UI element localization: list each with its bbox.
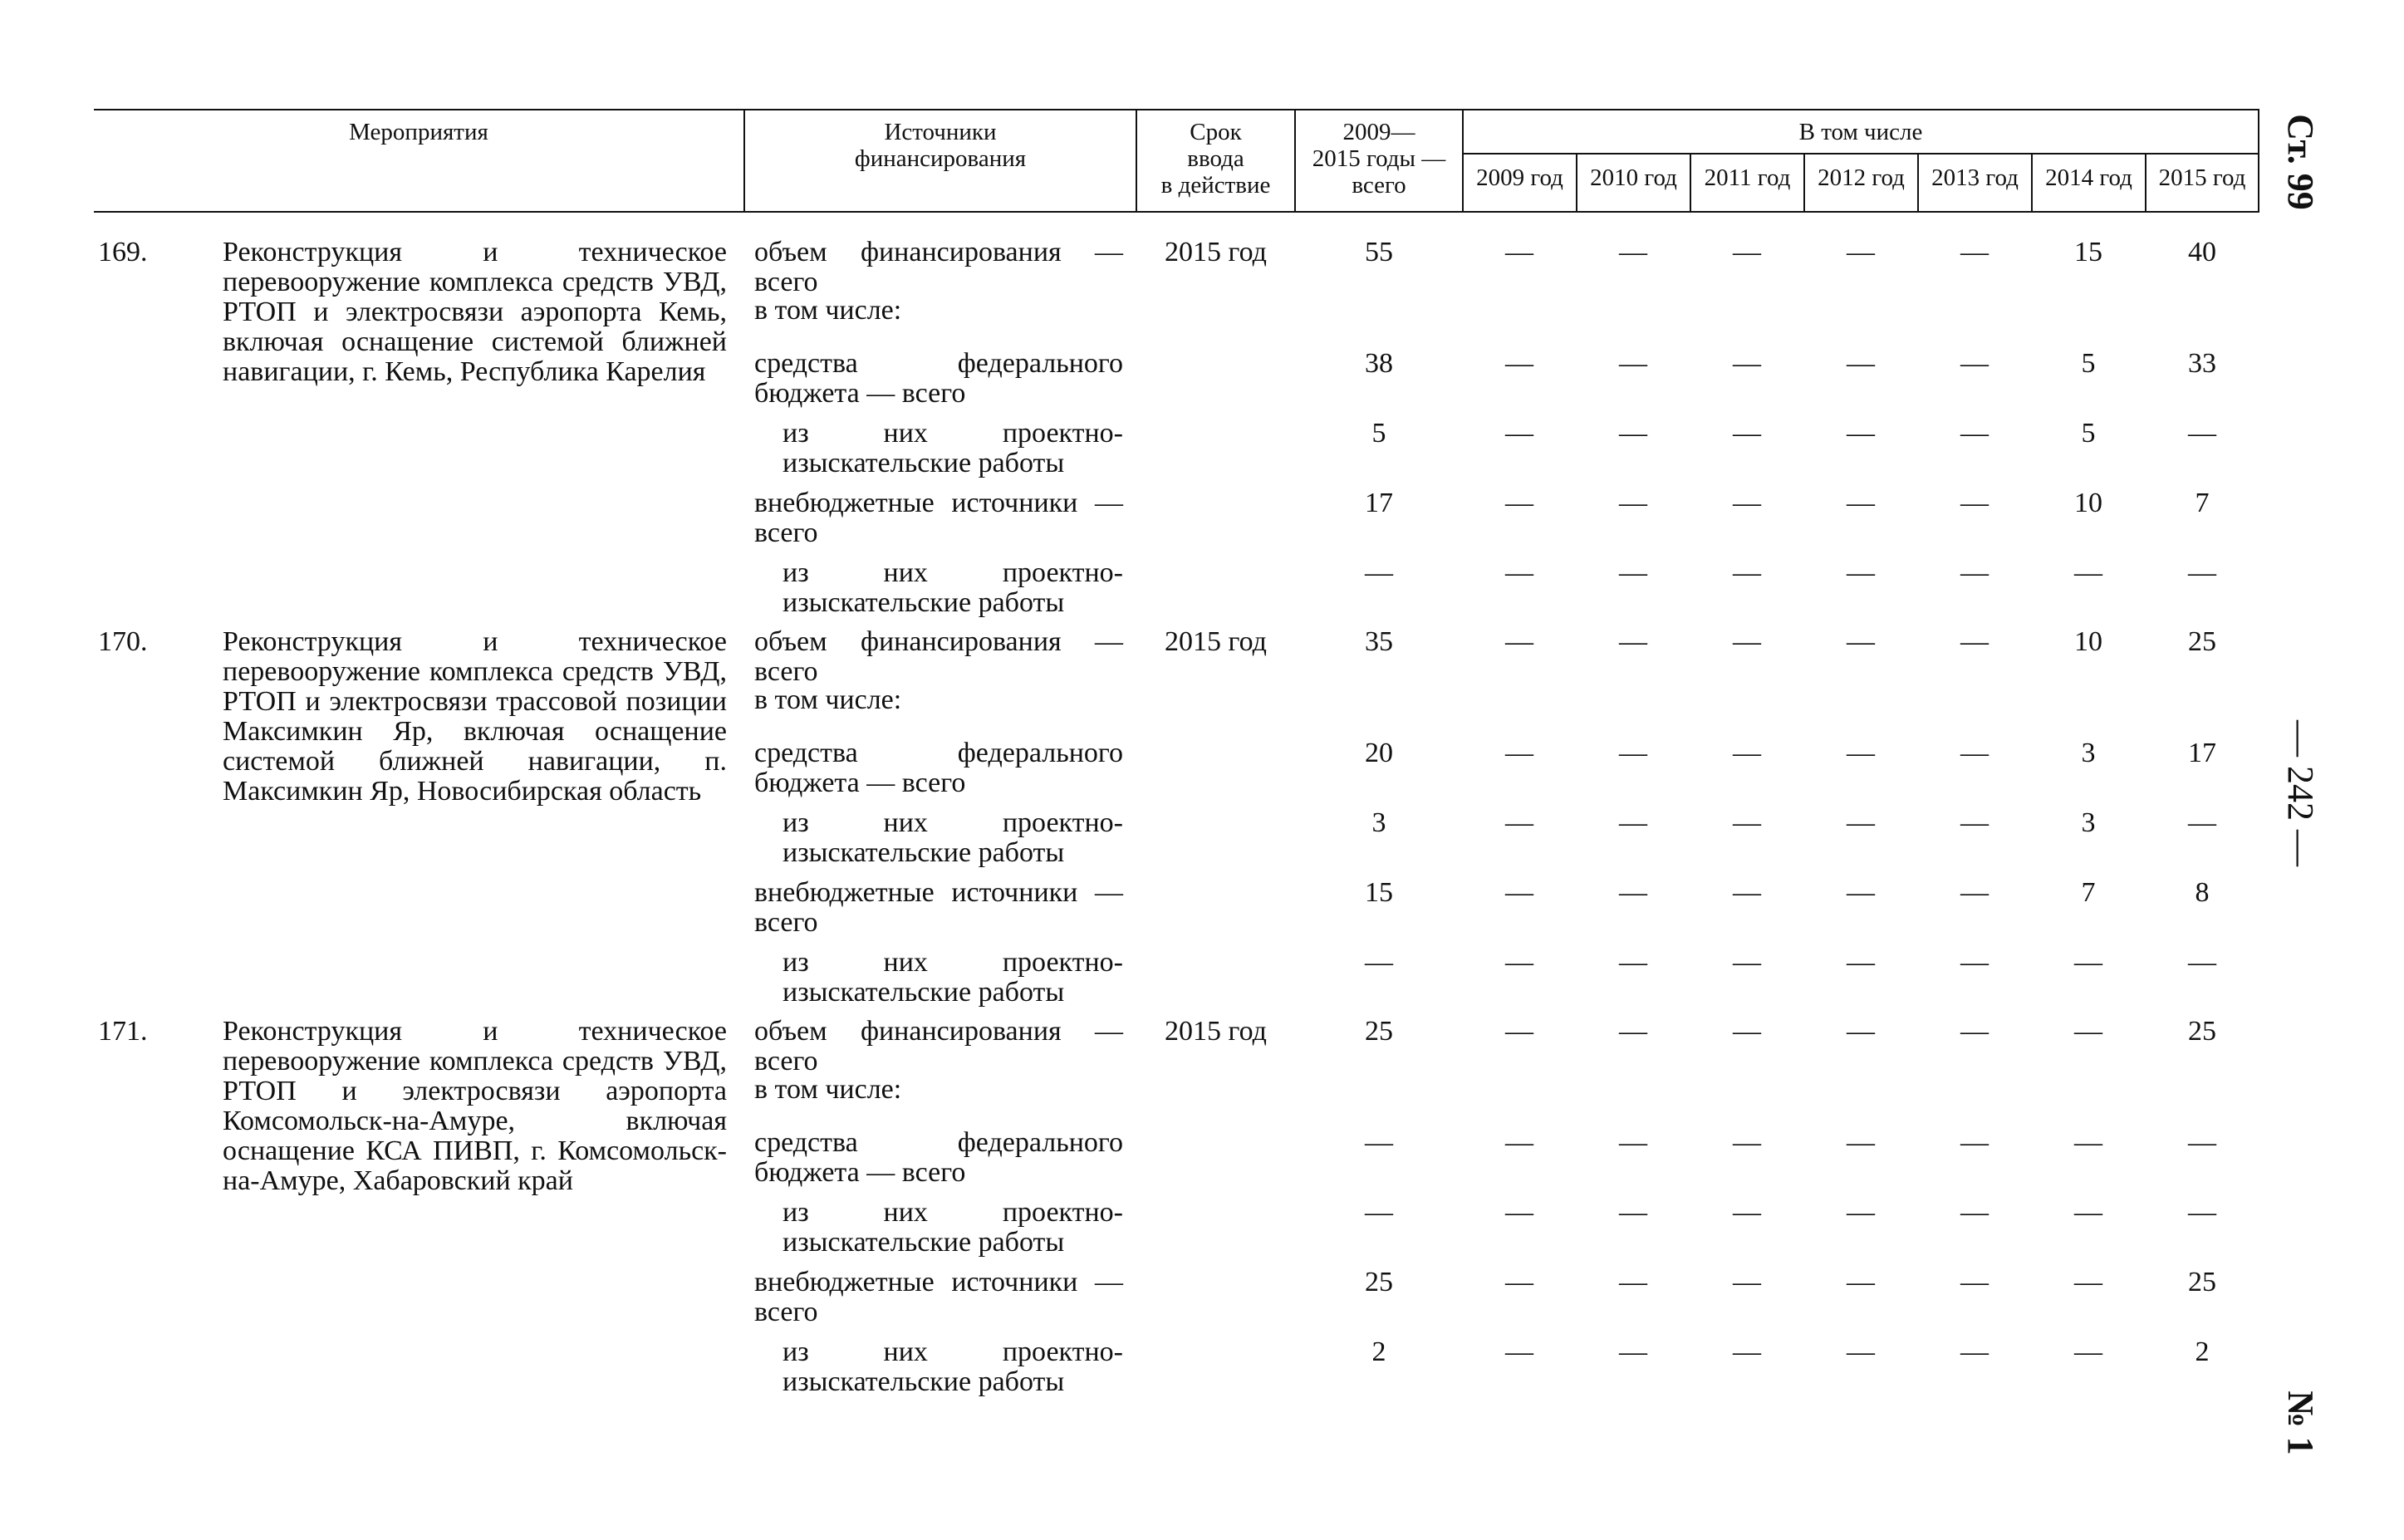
year-value: — [1960, 557, 1989, 588]
year-value: — [2074, 557, 2102, 588]
year-value: — [1847, 1127, 1875, 1158]
header-year: 2012 год [1818, 164, 1905, 191]
year-value: — [1733, 738, 1761, 768]
year-value: — [1960, 738, 1989, 768]
year-value: — [1847, 418, 1875, 449]
year-value: 5 [2081, 348, 2096, 379]
year-value: — [2188, 947, 2216, 978]
header-year: 2015 год [2158, 164, 2246, 191]
year-value: — [1505, 1016, 1533, 1047]
funding-source-label: средства федерального бюджета — всего [754, 1127, 1123, 1188]
total-value: — [1365, 947, 1393, 978]
header-year: 2013 год [1931, 164, 2019, 191]
funding-source-label: из них проектно-изыскательские работы [783, 947, 1123, 1008]
funding-source-label: внебюджетные источники — всего [754, 877, 1123, 938]
year-value: 33 [2188, 348, 2216, 379]
year-value: — [1733, 557, 1761, 588]
funding-source-label: в том числе: [754, 1074, 902, 1105]
year-value: — [1619, 348, 1647, 379]
total-value: 3 [1371, 807, 1386, 838]
funding-source-label: в том числе: [754, 684, 902, 715]
year-value: — [1733, 1197, 1761, 1228]
year-value: — [1960, 348, 1989, 379]
total-value: 15 [1365, 877, 1393, 908]
entry-measure: Реконструкция и техническое перевооружение комплекса средств УВД, РТОП и электросвязи аэропорта Комсомольск-на-Амуре, включая оснащение КСА ПИВП, г. Комсомольск-на-Амуре, Хабаровский край [223, 1016, 727, 1196]
year-value: — [1505, 807, 1533, 838]
entry-measure: Реконструкция и техническое перевооружение комплекса средств УВД, РТОП и электросвязи трассовой позиции Максимкин Яр, включая оснащение системой ближней навигации, п. Максимкин Яр, Новосибирская область [223, 626, 727, 807]
year-value: — [1619, 1336, 1647, 1367]
year-value: — [2188, 557, 2216, 588]
year-value: — [2188, 807, 2216, 838]
year-value: — [1505, 1336, 1533, 1367]
year-value: — [1733, 626, 1761, 657]
year-value: 8 [2195, 877, 2210, 908]
year-value: — [1847, 1336, 1875, 1367]
year-value: — [1960, 1336, 1989, 1367]
table-top-rule [94, 109, 2259, 110]
year-value: 25 [2188, 626, 2216, 657]
funding-source-label: из них проектно-изыскательские работы [783, 807, 1123, 868]
year-value: — [1619, 418, 1647, 449]
year-value: 40 [2188, 237, 2216, 267]
year-value: 3 [2081, 738, 2096, 768]
year-value: — [1847, 626, 1875, 657]
year-value: — [1505, 947, 1533, 978]
year-value: — [1505, 488, 1533, 518]
year-value: — [1847, 237, 1875, 267]
year-value: — [1847, 488, 1875, 518]
funding-source-label: из них проектно-изыскательские работы [783, 418, 1123, 478]
year-value: — [1960, 807, 1989, 838]
year-value: — [1505, 1127, 1533, 1158]
year-value: — [2074, 1267, 2102, 1297]
funding-source-label: средства федерального бюджета — всего [754, 738, 1123, 798]
year-value: — [1847, 1267, 1875, 1297]
year-value: — [1733, 947, 1761, 978]
year-value: 25 [2188, 1267, 2216, 1297]
funding-source-label: средства федерального бюджета — всего [754, 348, 1123, 409]
year-value: — [1847, 877, 1875, 908]
year-value: — [1619, 738, 1647, 768]
year-value: — [1505, 626, 1533, 657]
total-value: 55 [1365, 237, 1393, 267]
entry-deadline: 2015 год [1165, 237, 1267, 267]
year-value: — [2074, 947, 2102, 978]
year-value: — [1960, 418, 1989, 449]
total-value: 35 [1365, 626, 1393, 657]
year-value: 17 [2188, 738, 2216, 768]
funding-source-label: внебюджетные источники — всего [754, 488, 1123, 548]
year-value: 10 [2074, 488, 2102, 518]
year-value: — [1619, 947, 1647, 978]
page-number: — 242 — [2280, 720, 2321, 866]
funding-source-label: объем финансирования — всего [754, 626, 1123, 687]
entry-deadline: 2015 год [1165, 626, 1267, 657]
funding-source-label: объем финансирования — всего [754, 237, 1123, 297]
total-value: 25 [1365, 1016, 1393, 1047]
year-value: — [1960, 1016, 1989, 1047]
header-including: В том числе [1798, 119, 1923, 145]
year-value: 5 [2081, 418, 2096, 449]
year-value: — [1847, 557, 1875, 588]
entry-number: 170. [98, 626, 148, 657]
year-value: — [1847, 1197, 1875, 1228]
year-value: 15 [2074, 237, 2102, 267]
year-value: — [1960, 947, 1989, 978]
year-value: — [1733, 418, 1761, 449]
year-value: — [1847, 1016, 1875, 1047]
year-value: — [1847, 807, 1875, 838]
year-value: — [1847, 738, 1875, 768]
year-value: — [2188, 1127, 2216, 1158]
funding-source-label: в том числе: [754, 295, 902, 326]
total-value: — [1365, 1127, 1393, 1158]
funding-source-label: внебюджетные источники — всего [754, 1267, 1123, 1327]
year-value: — [1960, 1127, 1989, 1158]
funding-source-label: объем финансирования — всего [754, 1016, 1123, 1077]
year-value: 10 [2074, 626, 2102, 657]
year-value: — [1960, 1267, 1989, 1297]
year-value: — [2188, 1197, 2216, 1228]
year-value: 7 [2195, 488, 2210, 518]
year-value: — [1733, 807, 1761, 838]
year-value: — [1619, 807, 1647, 838]
year-value: — [2188, 418, 2216, 449]
entry-number: 169. [98, 237, 148, 267]
year-value: — [1847, 348, 1875, 379]
year-value: 7 [2081, 877, 2096, 908]
year-value: — [1619, 1127, 1647, 1158]
total-value: — [1365, 557, 1393, 588]
year-value: 2 [2195, 1336, 2210, 1367]
header-year: 2011 год [1704, 164, 1791, 191]
year-value: — [1733, 348, 1761, 379]
year-value: — [2074, 1336, 2102, 1367]
year-value: — [1960, 877, 1989, 908]
year-value: 25 [2188, 1016, 2216, 1047]
total-value: 2 [1371, 1336, 1386, 1367]
year-value: — [1619, 1197, 1647, 1228]
year-value: — [1619, 1016, 1647, 1047]
year-value: — [1505, 1197, 1533, 1228]
total-value: 38 [1365, 348, 1393, 379]
year-value: — [1960, 626, 1989, 657]
year-value: — [1619, 877, 1647, 908]
funding-source-label: из них проектно-изыскательские работы [783, 1336, 1123, 1397]
year-value: — [1847, 947, 1875, 978]
year-value: — [1505, 348, 1533, 379]
header-sources: Источники финансирования [854, 119, 1027, 172]
year-value: — [1505, 557, 1533, 588]
year-value: — [1619, 1267, 1647, 1297]
year-value: — [1505, 1267, 1533, 1297]
header-year: 2010 год [1590, 164, 1677, 191]
year-value: — [1505, 877, 1533, 908]
issue-number: № 1 [2280, 1390, 2321, 1455]
year-value: — [1960, 237, 1989, 267]
header-total: 2009— 2015 годы — всего [1312, 119, 1446, 199]
year-value: — [1733, 877, 1761, 908]
year-value: — [1619, 557, 1647, 588]
funding-source-label: из них проектно-изыскательские работы [783, 557, 1123, 618]
total-value: 25 [1365, 1267, 1393, 1297]
year-value: — [1619, 626, 1647, 657]
year-value: — [1505, 738, 1533, 768]
year-value: — [1960, 1197, 1989, 1228]
year-value: 3 [2081, 807, 2096, 838]
total-value: 20 [1365, 738, 1393, 768]
total-value: 5 [1371, 418, 1386, 449]
page-reference: Ст. 99 [2280, 114, 2321, 210]
year-value: — [2074, 1016, 2102, 1047]
header-deadline: Срок ввода в действие [1160, 119, 1271, 199]
year-value: — [1505, 237, 1533, 267]
entry-deadline: 2015 год [1165, 1016, 1267, 1047]
header-measures: Мероприятия [349, 119, 488, 145]
years-subheader-rule [1464, 153, 2259, 154]
year-value: — [2074, 1197, 2102, 1228]
header-bottom-rule [94, 211, 2259, 213]
year-value: — [1619, 237, 1647, 267]
year-value: — [1733, 1267, 1761, 1297]
year-value: — [1733, 488, 1761, 518]
year-value: — [1733, 1016, 1761, 1047]
year-value: — [1733, 237, 1761, 267]
total-value: — [1365, 1197, 1393, 1228]
year-value: — [1960, 488, 1989, 518]
year-value: — [1505, 418, 1533, 449]
header-year: 2009 год [1476, 164, 1563, 191]
entry-measure: Реконструкция и техническое перевооружение комплекса средств УВД, РТОП и электросвязи аэропорта Кемь, включая оснащение системой ближней навигации, г. Кемь, Республика Карелия [223, 237, 727, 387]
year-value: — [1733, 1336, 1761, 1367]
col-divider [2258, 109, 2259, 213]
header-year: 2014 год [2045, 164, 2132, 191]
total-value: 17 [1365, 488, 1393, 518]
year-value: — [1619, 488, 1647, 518]
year-value: — [1733, 1127, 1761, 1158]
year-value: — [2074, 1127, 2102, 1158]
funding-source-label: из них проектно-изыскательские работы [783, 1197, 1123, 1258]
entry-number: 171. [98, 1016, 148, 1047]
